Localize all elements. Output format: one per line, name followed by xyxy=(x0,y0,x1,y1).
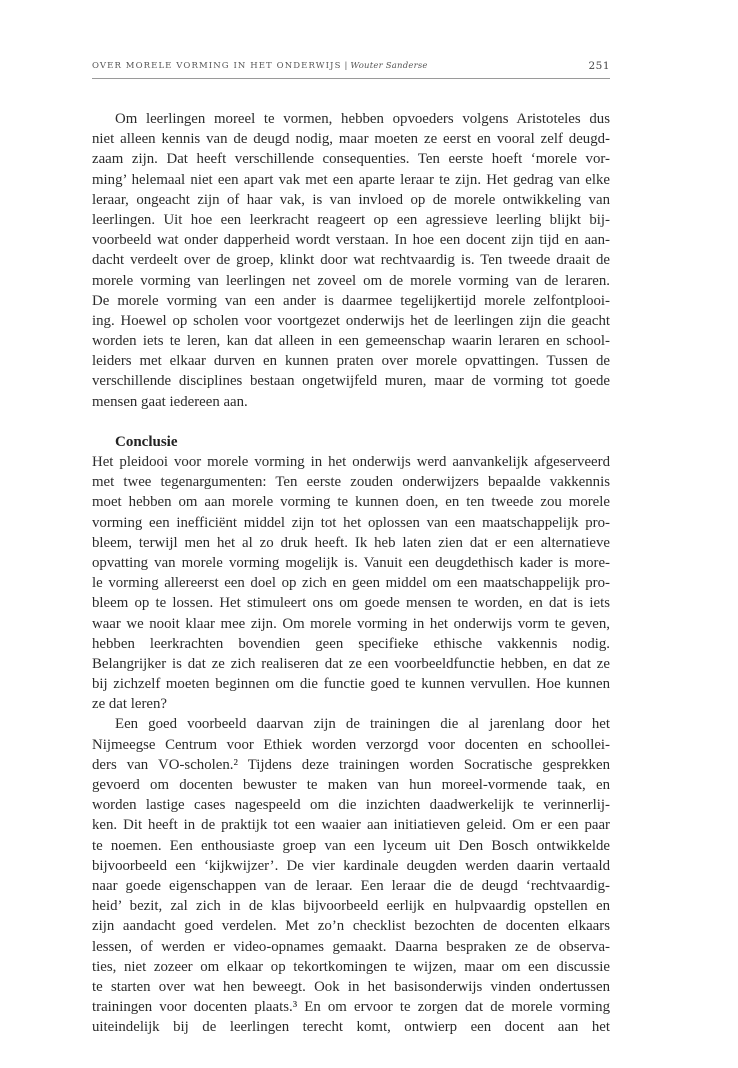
text-line: leraar, ongeacht zijn of haar vak, is van invloed op de morele ontwikkeling van xyxy=(92,191,610,208)
text-line: worden iets te leren, kan dat alleen in een gemeenschap waarin leraren en school- xyxy=(92,333,610,350)
body-text xyxy=(92,109,610,1037)
paragraph-2 xyxy=(92,452,610,714)
text-line: naar goede eigenschappen van de leraar. Een leraar die de deugd ‘rechtvaardig- xyxy=(92,877,610,894)
text-line: Het pleidooi voor morele vorming in het onderwijs werd aanvankelijk afgeserveerd xyxy=(92,454,610,470)
running-header-left xyxy=(92,61,428,71)
text-line: bleem op te lossen. Het stimuleert ons om goede mensen te worden, en dat is iets xyxy=(92,595,610,612)
text-line: voorbeeld wat onder dapperheid wordt verstaan. In hoe een docent zijn tijd en aan- xyxy=(92,232,610,249)
text-line: te starten over wat hen beweegt. Ook in het basisonderwijs vinden ondertussen xyxy=(92,978,610,995)
running-title: OVER MORELE VORMING IN HET ONDERWIJS xyxy=(92,61,342,71)
text-line: heid’ bezit, zal zich in de klas bijvoorbeeld eerlijk en hulpvaardig opstellen en xyxy=(92,898,610,915)
text-line: Een goed voorbeeld daarvan zijn de trainingen die al jarenlang door het xyxy=(115,716,610,733)
text-line: gevoerd om docenten bewuster te maken van hun moreel-vormende taak, en xyxy=(92,777,610,793)
text-line: opvatting van morele vorming mogelijk is. Vanuit een deugdethisch kader is more- xyxy=(92,554,610,571)
text-line: ders van VO-scholen.² Tijdens deze trainingen worden Socratische gesprekken xyxy=(92,756,610,773)
text-line: morele vorming van leerlingen net zoveel om de morele vorming van de leraren. xyxy=(92,272,610,289)
text-line: Om leerlingen moreel te vormen, hebben opvoeders volgens Aristoteles dus xyxy=(115,111,610,127)
text-line: ties, niet zozeer om elkaar op tekortkomingen te wijzen, maar om een discussie xyxy=(92,958,610,975)
text-line: ing. Hoewel op scholen voor voortgezet onderwijs het de leerlingen zijn die geacht xyxy=(92,312,610,329)
text-line: zaam zijn. Dat heeft verschillende consequenties. Ten eerste hoeft ‘morele vor- xyxy=(92,151,610,168)
text-line: ze dat leren? xyxy=(92,696,167,713)
text-line: waar we nooit klaar mee zijn. Om morele vorming in het onderwijs vorm te geven, xyxy=(92,615,610,632)
text-line: zijn aandacht goed verdelen. Met zo’n checklist bezochten de docenten elkaars xyxy=(92,918,610,935)
text-line: worden lastige cases nagespeeld om die inzichten daadwerkelijk te verinnerlij- xyxy=(92,797,610,814)
text-line: verschillende disciplines bestaan ongetwijfeld muren, maar de vorming tot goede xyxy=(92,373,610,390)
section-gap xyxy=(92,412,610,432)
text-line: leerlingen. Uit hoe een leerkracht reageert op een agressieve leerling blijkt bij- xyxy=(92,211,610,228)
text-line: le vorming allereerst een doel op zich en geen middel om een maatschappelijk pro- xyxy=(92,575,610,592)
text-line: te noemen. Een enthousiaste groep van een lyceum uit Den Bosch ontwikkelde xyxy=(92,837,610,854)
text-line: dacht verdeelt over de groep, klinkt door wat rechtvaardig is. Ten tweede draait de xyxy=(92,252,610,269)
text-line: trainingen voor docenten plaats.³ En om ervoor te zorgen dat de morele vorming xyxy=(92,999,610,1016)
text-line: mensen gaat iedereen aan. xyxy=(92,393,248,410)
text-line: lessen, of werden er video-opnames gemaakt. Daarna bespraken ze de observa- xyxy=(92,938,610,955)
text-line: ken. Dit heeft in de praktijk tot een waaier aan initiatieven geleid. Om er een paar xyxy=(92,817,610,834)
header-rule xyxy=(92,78,610,79)
text-line: bijvoorbeeld een ‘kijkwijzer’. De vier kardinale deugden werden daarin vertaald xyxy=(92,857,610,874)
text-line: ming’ helemaal niet een apart vak met een aparte leraar te zijn. Het gedrag van elke xyxy=(92,171,610,188)
text-line: moet hebben om aan morele vorming te kunnen doen, en ten tweede zou morele xyxy=(92,494,610,511)
text-line: niet alleen kennis van de deugd nodig, maar moeten ze eerst en vooral zelf deugd- xyxy=(92,131,610,148)
paragraph-1 xyxy=(92,109,610,412)
running-header xyxy=(92,60,610,74)
text-line: leiders met elkaar durven en kunnen praten over morele opvattingen. Tussen de xyxy=(92,353,610,370)
page-number: 251 xyxy=(588,60,610,72)
section-heading: Conclusie xyxy=(115,433,178,450)
running-author: Wouter Sanderse xyxy=(350,61,428,71)
text-line: hebben leerkrachten bovendien geen specifieke ethische vakkennis nodig. xyxy=(92,635,610,652)
header-separator: | xyxy=(344,61,348,71)
text-line: met twee tegenargumenten: Ten eerste zouden onderwijzers bepaalde vakkennis xyxy=(92,474,610,491)
text-line: vorming een inefficiënt middel zijn tot het oplossen van een maatschappelijk pro- xyxy=(92,514,610,531)
text-line: uiteindelijk bij de leerlingen terecht komt, ontwierp een docent aan het xyxy=(92,1019,610,1036)
text-line: De morele vorming van een ander is daarmee tegelijkertijd morele zelfontplooi- xyxy=(92,292,610,309)
text-line: Belangrijker is dat ze zich realiseren dat ze een voorbeeldfunctie hebben, en dat ze xyxy=(92,655,610,672)
text-line: bij zichzelf moeten beginnen om die functie goed te kunnen vervullen. Hoe kunnen xyxy=(92,676,610,693)
text-line: Nijmeegse Centrum voor Ethiek worden verzorgd voor docenten en schoollei- xyxy=(92,736,610,753)
paragraph-3 xyxy=(92,714,610,1037)
text-line: bleem, terwijl men het al zo druk heeft. Ik heb laten zien dat er een alternatieve xyxy=(92,534,610,551)
